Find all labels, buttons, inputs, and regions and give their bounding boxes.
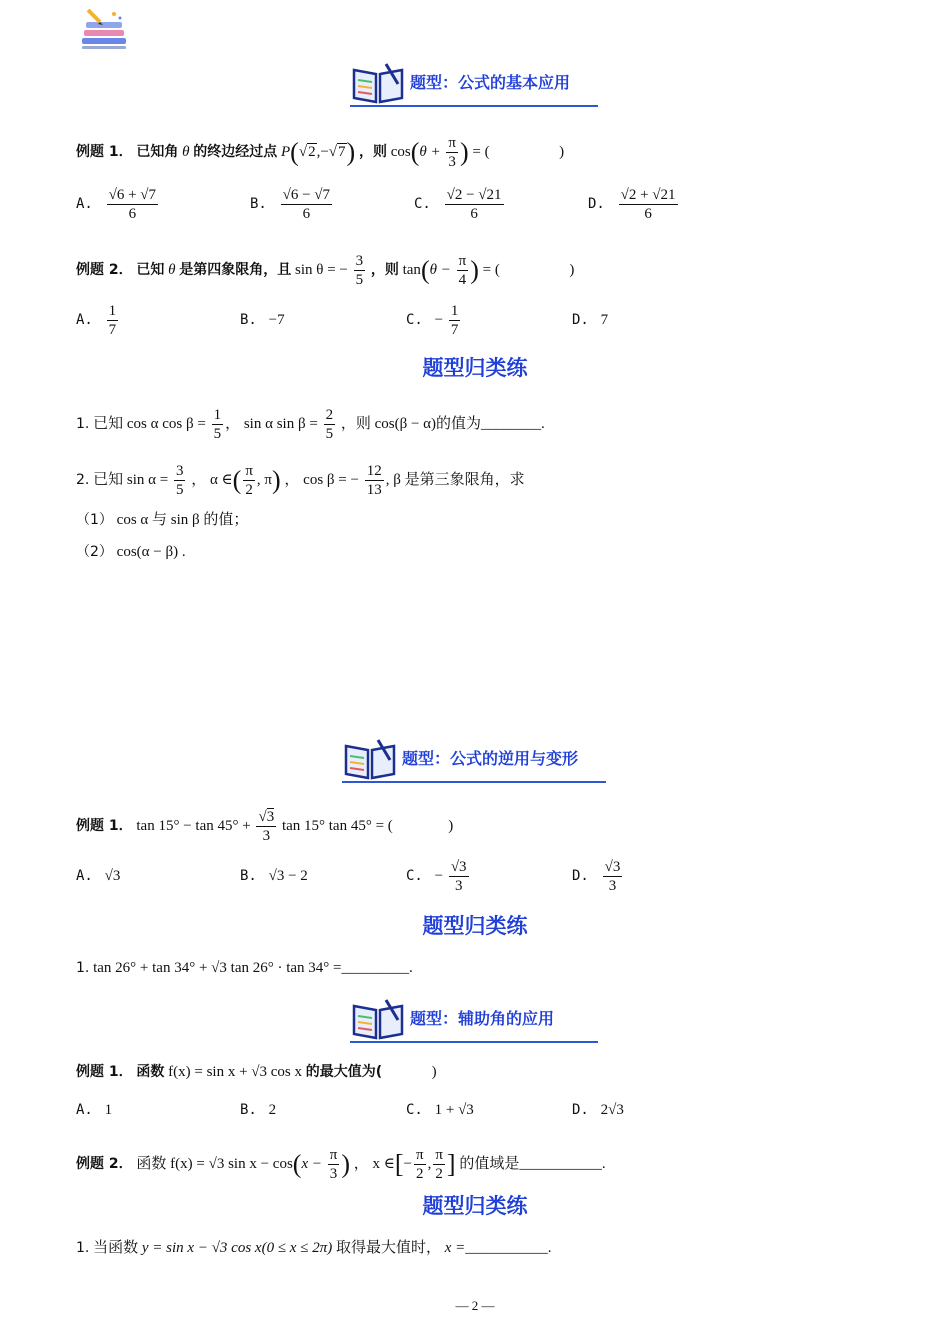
practice-title: 题型归类练 xyxy=(422,914,528,938)
example-1-question: 例题 1． 已知角 θ 的终边经过点 P(√2,−√7) ，则 cos(θ + $\frac{\pi}{3}$ ) = ( ) xyxy=(76,135,565,170)
open-book-icon xyxy=(350,62,406,106)
option-b[interactable]: B. √3 − 2 xyxy=(240,868,308,884)
option-b[interactable]: B. −7 xyxy=(240,312,285,328)
option-a[interactable]: A. √3 xyxy=(76,868,121,884)
practice-2-sub-1: （1） cos α 与 sin β 的值； xyxy=(76,512,249,528)
option-a[interactable]: A. $\frac{√6 + √7}{6}$ xyxy=(76,187,157,222)
option-b[interactable]: B. $\frac{√6 - √7}{6}$ xyxy=(250,187,331,222)
practice-2: 2. 已知 sin α = $\frac{3}{5}$ ， α ∈( $\frac{\pi}{2}$ , π) ， cos β = − $\frac{12}{13}$ , β 是第三象限角，求 xyxy=(76,463,525,498)
example-1-question: 例题 1． 函数 f(x) = sin x + √3 cos x 的最大值为( ) xyxy=(76,1064,437,1080)
example-1-question: 例题 1． tan 15° − tan 45° + $\frac{√3}{3}$ tan 15° tan 45° = ( ) xyxy=(76,809,454,844)
practice-2-sub-2: （2） cos(α − β) . xyxy=(76,544,186,560)
option-d[interactable]: D. $\frac{√3}{3}$ xyxy=(572,859,621,894)
section-title: 题型：公式的基本应用 xyxy=(410,73,571,92)
banner-underline xyxy=(350,105,598,107)
section-title: 题型：公式的逆用与变形 xyxy=(402,749,579,768)
option-d[interactable]: D. $\frac{√2 + √21}{6}$ xyxy=(588,187,676,222)
example-2-question: 例题 2． 函数 f(x) = √3 sin x − cos(x − $\frac{\pi}{3}$ ) ， x ∈[− $\frac{\pi}{2}$ , $\frac{\pi}{2}$ ] 的值域是___________. xyxy=(76,1147,606,1182)
option-d[interactable]: D. 2√3 xyxy=(572,1102,624,1118)
practice-1: 1. tan 26° + tan 34° + √3 tan 26° · tan 34° =_________. xyxy=(76,960,413,976)
page-number: — 2 — xyxy=(455,1298,495,1313)
practice-title: 题型归类练 xyxy=(422,1194,528,1218)
option-b[interactable]: B. 2 xyxy=(240,1102,277,1118)
option-c[interactable]: C. $\frac{√2 - √21}{6}$ xyxy=(414,187,502,222)
section-title: 题型：辅助角的应用 xyxy=(410,1009,555,1028)
fraction: $\frac{\pi}{3}$ xyxy=(448,135,456,170)
option-c[interactable]: C. − $\frac{1}{7}$ xyxy=(406,303,459,338)
practice-1: 1. 当函数 y = sin x − √3 cos x(0 ≤ x ≤ 2π) 取得最大值时， x =___________. xyxy=(76,1240,552,1256)
open-book-icon xyxy=(342,738,398,782)
example-label: 例题 1． xyxy=(76,1064,133,1080)
section-banner-basic xyxy=(350,62,600,112)
example-2-question: 例题 2． 已知 θ 是第四象限角，且 sin θ = − $\frac{3}{5}$ ，则 tan(θ − $\frac{\pi}{4}$ ) = ( ) xyxy=(76,253,575,288)
option-c[interactable]: C. 1 + √3 xyxy=(406,1102,474,1118)
open-book-icon xyxy=(350,998,406,1042)
practice-1: 1. 已知 cos α cos β = $\frac{1}{5}$ ， sin α sin β = $\frac{2}{5}$ ，则 cos(β − α)的值为________. xyxy=(76,407,545,442)
option-d[interactable]: D. 7 xyxy=(572,312,609,328)
example-label: 例题 1． xyxy=(76,817,133,834)
practice-title: 题型归类练 xyxy=(422,356,528,380)
option-a[interactable]: A. 1 xyxy=(76,1102,113,1118)
books-pencil-icon xyxy=(78,8,132,52)
option-a[interactable]: A. $\frac{1}{7}$ xyxy=(76,303,117,338)
option-c[interactable]: C. − $\frac{√3}{3}$ xyxy=(406,859,467,894)
example-label: 例题 1． xyxy=(76,143,133,160)
banner-underline xyxy=(342,781,606,783)
banner-underline xyxy=(350,1041,598,1043)
example-label: 例题 2． xyxy=(76,1155,133,1172)
example-label: 例题 2． xyxy=(76,261,133,278)
